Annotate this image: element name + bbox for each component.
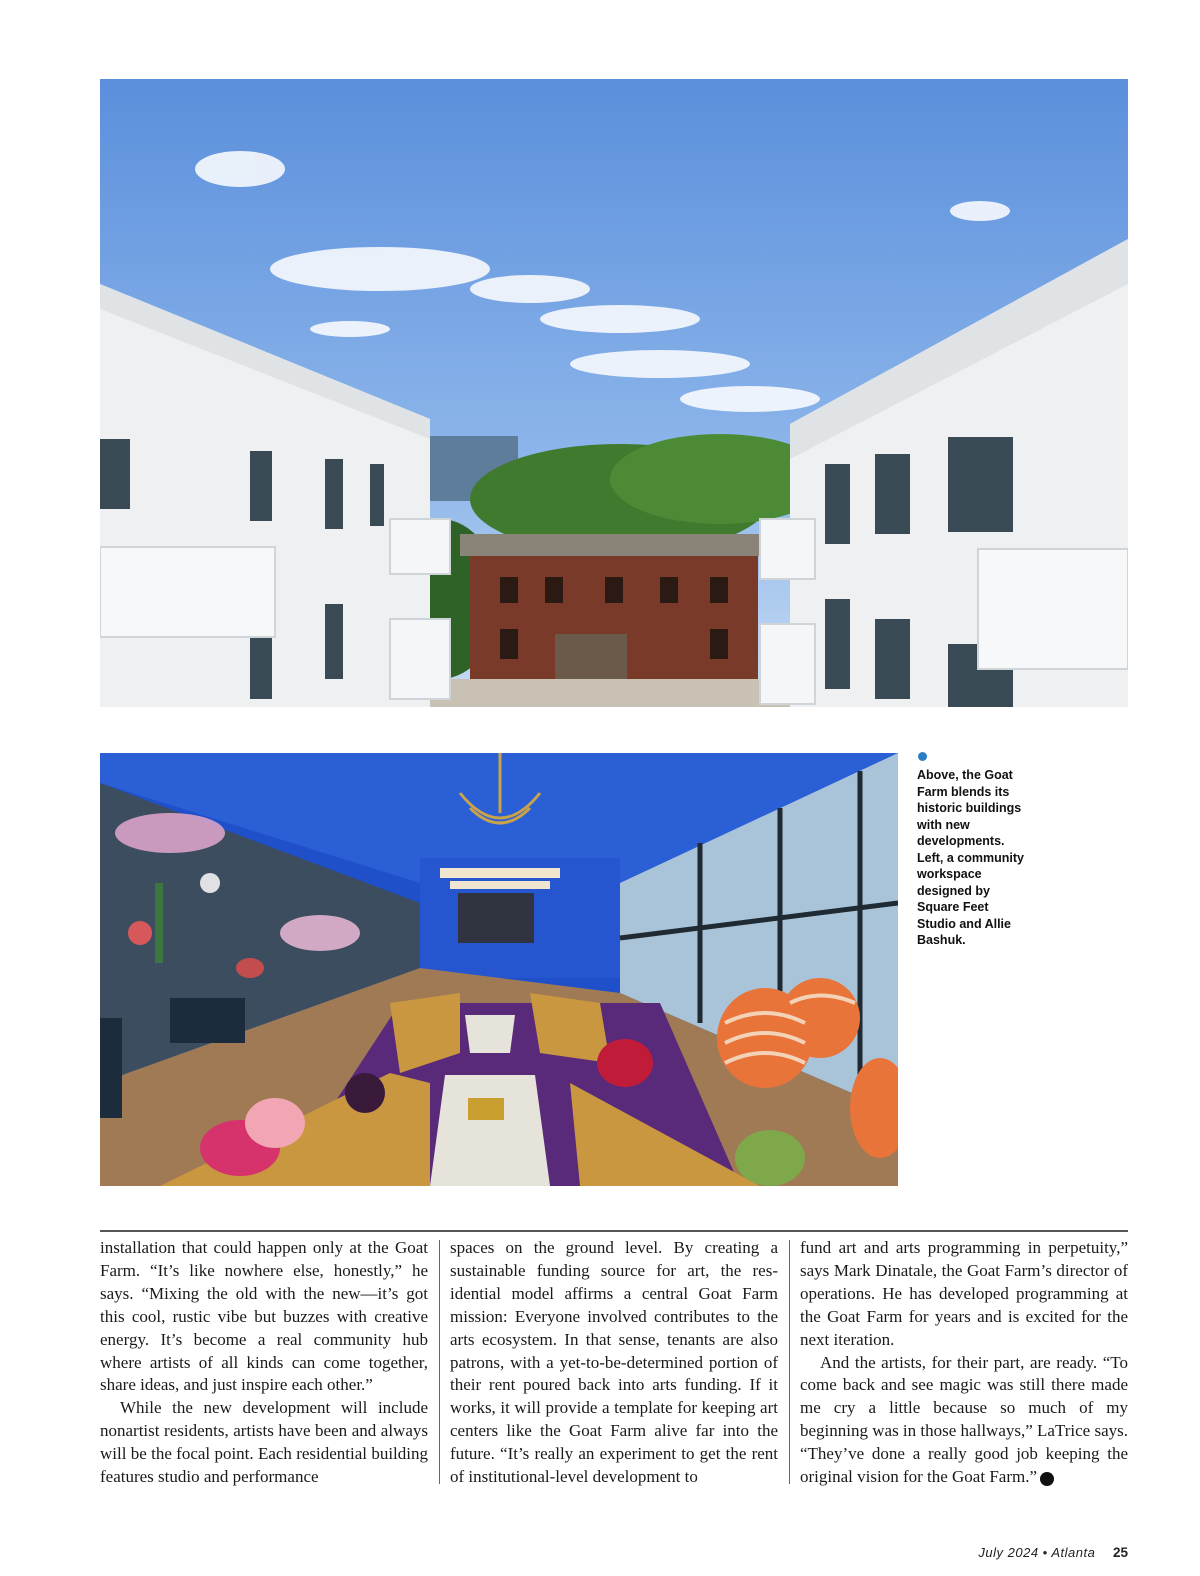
body-paragraph: While the new development will include nonartist residents, artists have been and always will be the focal point. Each residential building features studio and performance — [100, 1398, 428, 1487]
caption-text: Above, the Goat Farm blends its historic buildings with new developments. Left, a community workspace designed by Square Feet Studio and Allie Bashuk. — [917, 768, 1024, 947]
page-footer — [978, 1545, 1128, 1560]
caption-bullet-icon — [918, 752, 927, 761]
goat-farm-courtyard-photo — [100, 79, 1128, 707]
article-column-1 — [100, 1237, 428, 1489]
page-number: 25 — [1112, 1545, 1128, 1560]
community-workspace-photo — [100, 753, 898, 1186]
body-paragraph: fund art and arts programming in perpetuity,” says Mark Dinatale, the Goat Farm’s director of operations. He has developed programming at the Goat Farm for years and is excited for the next iteration. — [800, 1238, 1128, 1349]
body-paragraph-text: And the artists, for their part, are ready. “To come back and see magic was still there made me cry a little because so much of my beginning was in those hallways,” LaTrice says. “They’ve done a really good job keeping the original vision for the Goat Farm.” — [800, 1352, 1128, 1487]
article-column-3 — [800, 1237, 1128, 1489]
photo-caption — [917, 752, 1027, 949]
column-divider — [439, 1240, 440, 1484]
column-divider — [789, 1240, 790, 1484]
body-paragraph — [800, 1352, 1128, 1489]
body-paragraph: installation that could happen only at the Goat Farm. “It’s like nowhere else, honestly,” he says. “Mixing the old with the new—it’s got this cool, rustic vibe but buzzes with creative energy. It’s become a real community hub where artists of all kinds can come together, share ideas, and just inspire each other.” — [100, 1238, 428, 1395]
end-mark-icon: A — [1040, 1472, 1054, 1486]
article-column-2 — [450, 1237, 778, 1489]
issue-label: July 2024 • Atlanta — [978, 1545, 1096, 1560]
column-top-rule — [100, 1230, 1128, 1232]
body-paragraph: spaces on the ground level. By creating a sustainable funding source for art, the residential model affirms a central Goat Farm mission: Everyone involved contributes to the arts ecosystem. In that sense, tenants are also patrons, with a yet-to-be-determined portion of their rent poured back into arts funding. If it works, it will provide a template for keeping art centers like the Goat Farm alive far into the future. “It’s really an experiment to get the rent of institutional-level development to — [450, 1238, 778, 1487]
